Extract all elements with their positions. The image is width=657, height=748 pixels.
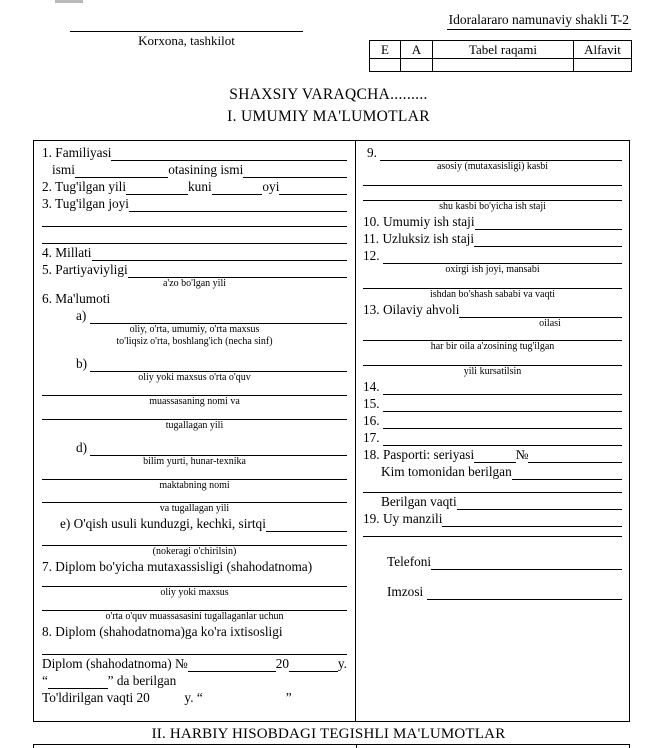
field-label: 17. <box>363 430 383 445</box>
spacer <box>42 408 347 419</box>
blank-line <box>459 303 622 318</box>
field-label: 10. Umumiy ish staji <box>363 214 475 229</box>
spacer <box>42 432 347 439</box>
right-column <box>356 141 629 721</box>
field-label: Imzosi <box>387 584 427 599</box>
blank-line <box>212 180 263 195</box>
form-field-row <box>42 439 347 456</box>
spacer <box>42 384 347 395</box>
field-label: 3. Tug'ilgan joyi <box>42 196 130 211</box>
field-caption: yili kursatilsin <box>463 366 522 377</box>
blank-line <box>383 431 622 446</box>
blank-line <box>427 585 622 600</box>
section2-title: II. HARBIY HISOBDAGI TEGISHLI MA'LUMOTLAR <box>148 726 510 745</box>
spacer <box>363 527 622 536</box>
blank-line <box>90 309 347 324</box>
field-caption: ishdan bo'shash sababi va vaqti <box>429 289 556 300</box>
blank-line <box>431 555 622 570</box>
spacer <box>42 212 347 226</box>
table-cell <box>401 59 433 72</box>
blank-line <box>383 397 622 412</box>
blank-line <box>92 246 348 261</box>
blank-line <box>126 180 188 195</box>
field-caption: to'liqsiz o'rta, boshlang'ich (necha sinf) <box>116 336 273 347</box>
form-field-row <box>363 378 622 395</box>
blank-line <box>75 163 168 178</box>
field-label: 15. <box>363 396 383 411</box>
spacer <box>363 480 622 492</box>
field-caption: har bir oila a'zosining tug'ilgan <box>430 341 555 352</box>
field-label: 9. <box>367 145 381 160</box>
field-label: 18. Pasporti: seriyasi <box>363 447 475 462</box>
section2-title-wrap <box>0 725 657 745</box>
spacer <box>363 537 622 553</box>
blank-line <box>383 380 622 395</box>
blank-line <box>474 232 622 247</box>
field-label: “ <box>42 673 48 688</box>
field-caption: bilim yurti, hunar-texnika <box>143 456 246 467</box>
form-field-row <box>42 244 347 261</box>
blank-line <box>90 441 347 456</box>
form-field-row <box>363 493 622 510</box>
field-label: 20 <box>275 656 289 671</box>
spacer <box>363 276 622 288</box>
field-label: 19. Uy manzili <box>363 511 443 526</box>
field-label: kuni <box>188 179 212 194</box>
field-label: ismi <box>52 162 75 177</box>
blank-line <box>383 249 622 264</box>
table-header-cell: E <box>370 41 401 59</box>
field-caption: asosiy (mutaxasisligi) kasbi <box>436 161 549 172</box>
form-field-row <box>42 515 347 532</box>
form-field-row <box>363 583 622 600</box>
field-label: oyi <box>262 179 280 194</box>
field-label: Berilgan vaqti <box>381 494 457 509</box>
field-caption: maktabning nomi <box>159 480 230 491</box>
org-name-blank-line <box>70 16 303 32</box>
blank-line <box>474 448 516 463</box>
blank-line <box>528 448 622 463</box>
form-field-row <box>42 178 347 195</box>
spacer <box>42 468 347 479</box>
field-label: y. <box>337 656 347 671</box>
blank-line <box>129 197 347 212</box>
form-field-row <box>42 195 347 212</box>
form-field-row <box>363 213 622 230</box>
form-field-row <box>42 558 347 575</box>
form-field-row <box>363 510 622 527</box>
page-title: SHAXSIY VARAQCHA......... <box>229 86 428 103</box>
field-label: 1. Familiyasi <box>42 145 112 160</box>
spacer <box>42 348 347 355</box>
field-caption: oliy yoki maxsus <box>160 587 229 598</box>
spacer <box>363 330 622 340</box>
table-header-cell: Alfavit <box>574 41 632 59</box>
form-field-row <box>363 429 622 446</box>
form-field-row <box>363 553 622 570</box>
field-label: 12. <box>363 248 383 263</box>
field-label: 7. Diplom bo'yicha mutaxassisligi (shahodatnoma) <box>42 559 313 574</box>
blank-line <box>457 495 622 510</box>
blank-line <box>243 163 347 178</box>
field-caption: oliy yoki maxsus o'rta o'quv <box>138 372 251 383</box>
field-caption: o'rta o'quv muassasasini tugallaganlar uchun <box>105 611 284 622</box>
blank-line <box>279 180 347 195</box>
table-header-cell: Tabel raqami <box>433 41 574 59</box>
field-label: otasining ismi <box>168 162 244 177</box>
form-field-row <box>42 307 347 324</box>
blank-line <box>128 263 347 278</box>
spacer <box>42 492 347 502</box>
blank-line <box>380 146 622 161</box>
form-field-row <box>42 161 347 178</box>
field-label: ” <box>285 690 292 705</box>
field-label: 8. Diplom (shahodatnoma)ga ko'ra ixtisosligi <box>42 624 283 639</box>
spacer <box>42 640 347 654</box>
form-field-row <box>363 446 622 463</box>
spacer <box>42 227 347 243</box>
field-label: 14. <box>363 379 383 394</box>
spacer <box>42 532 347 545</box>
form-field-row <box>363 247 622 264</box>
section2-box <box>33 744 630 748</box>
field-label: 4. Millati <box>42 245 92 260</box>
form-field-row <box>42 290 347 307</box>
field-label: 11. Uzluksiz ish staji <box>363 231 475 246</box>
field-label: № <box>515 447 529 462</box>
table-header-cell: A <box>401 41 433 59</box>
scan-artifact <box>55 0 83 3</box>
form-field-row <box>42 144 347 161</box>
form-field-row <box>363 230 622 247</box>
field-caption: oliy, o'rta, umumiy, o'rta maxsus <box>129 324 260 335</box>
field-label: 16. <box>363 413 383 428</box>
form-field-row <box>42 355 347 372</box>
blank-line <box>475 215 622 230</box>
field-label: d) <box>76 440 91 455</box>
blank-line <box>442 512 622 527</box>
field-caption: (nokeragi o'chirilsin) <box>152 546 237 557</box>
field-label: e) O'qish usuli kunduzgi, kechki, sirtqi <box>60 516 266 531</box>
staff-table-header-row <box>370 41 632 59</box>
table-cell <box>574 59 632 72</box>
form-field-row <box>363 144 622 161</box>
spacer <box>363 173 622 185</box>
table-cell <box>370 59 401 72</box>
field-label: 13. Oilaviy ahvoli <box>363 302 460 317</box>
left-column <box>34 141 356 721</box>
field-label: Kim tomonidan berilgan <box>381 464 512 479</box>
field-label: 6. Ma'lumoti <box>42 291 111 306</box>
form-field-row <box>42 655 347 672</box>
field-caption: muassasaning nomi va <box>149 396 240 407</box>
main-form-box <box>33 140 630 722</box>
form-field-row <box>42 689 347 706</box>
staff-table-empty-row <box>370 59 632 72</box>
blank-line <box>111 146 347 161</box>
org-caption: Korxona, tashkilot <box>138 33 235 48</box>
spacer <box>363 570 622 583</box>
section1-title: I. UMUMIY MA'LUMOTLAR <box>227 108 430 125</box>
field-label: a) <box>76 308 90 323</box>
field-label: y. “ <box>184 690 203 705</box>
spacer <box>42 599 347 610</box>
table-cell <box>433 59 574 72</box>
field-caption: va tugallagan yili <box>159 503 230 514</box>
field-caption: oilasi <box>539 318 561 329</box>
field-label: ” da berilgan <box>107 673 177 688</box>
form-field-row <box>42 623 347 640</box>
field-caption: shu kasbi bo'yicha ish staji <box>439 201 546 212</box>
field-caption: tugallagan yili <box>165 420 224 431</box>
form-field-row <box>42 261 347 278</box>
blank-line <box>188 657 276 672</box>
field-label: Telefoni <box>387 554 432 569</box>
field-label: 2. Tug'ilgan yili <box>42 179 127 194</box>
blank-line <box>266 517 347 532</box>
field-label: Diplom (shahodatnoma) № <box>42 656 188 671</box>
staff-table <box>369 40 632 72</box>
form-field-row <box>42 672 347 689</box>
form-field-row <box>363 301 622 318</box>
field-caption: oxirgi ish joyi, mansabi <box>445 264 540 275</box>
form-code-label: Idoralararo namunaviy shakli T-2 <box>447 12 631 30</box>
field-label: 5. Partiyaviyligi <box>42 262 128 277</box>
spacer <box>363 353 622 365</box>
field-caption: a'zo bo'lgan yili <box>162 278 227 289</box>
spacer <box>42 575 347 586</box>
blank-line <box>383 414 622 429</box>
blank-line <box>512 465 622 480</box>
form-field-row <box>363 412 622 429</box>
blank-line <box>289 657 338 672</box>
form-field-row <box>363 463 622 480</box>
field-label: To'ldirilgan vaqti 20 <box>42 690 150 705</box>
blank-line <box>90 357 347 372</box>
form-field-row <box>363 395 622 412</box>
blank-line <box>48 674 108 689</box>
field-label: b) <box>76 356 91 371</box>
spacer <box>363 186 622 200</box>
